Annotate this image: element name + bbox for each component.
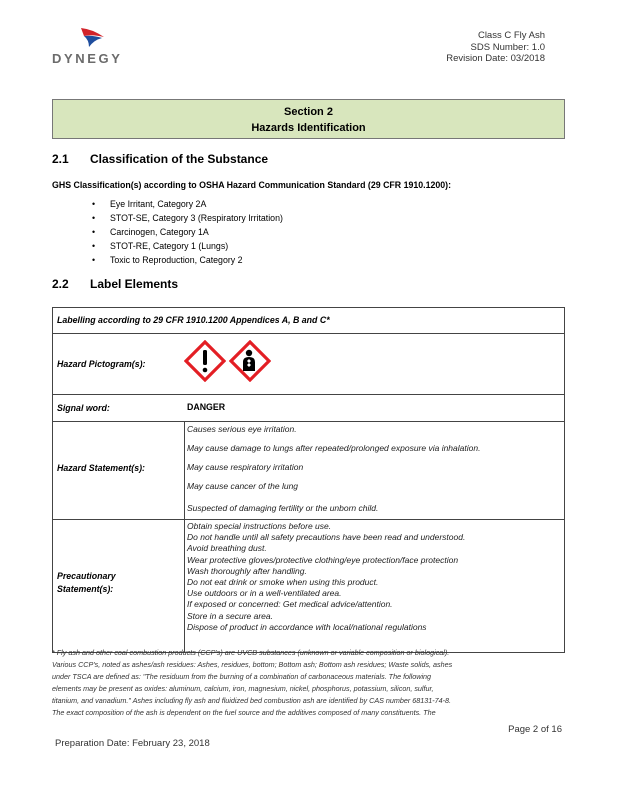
footnote-line: * Fly ash and other coal combustion products (CCP's) are UVCB substances (unknown or variable composition or biological). <box>52 648 450 657</box>
section-title-box <box>52 99 565 139</box>
precautionary-statements-label <box>57 570 116 596</box>
dynegy-logo <box>52 26 132 66</box>
heading-text: Classification of the Substance <box>90 152 269 166</box>
hazard-statement: Causes serious eye irritation. <box>187 424 297 434</box>
heading-text: Label Elements <box>90 277 179 291</box>
exclamation-mark-icon <box>184 340 226 382</box>
list-item: Store in a secure area. <box>187 610 273 621</box>
list-item: • Eye Irritant, Category 2A <box>92 197 283 211</box>
column-divider <box>184 421 185 652</box>
hazard-statement: May cause respiratory irritation <box>187 462 304 472</box>
list-item: • STOT-SE, Category 3 (Respiratory Irritation) <box>92 211 283 225</box>
signal-word-label: Signal word: <box>57 403 110 413</box>
list-item: Wear protective gloves/protective clothing/eye protection/face protection <box>187 554 459 565</box>
health-hazard-icon <box>229 340 271 382</box>
precautionary-statements-list <box>187 521 465 633</box>
ghs-classification-title: GHS Classification(s) according to OSHA Hazard Communication Standard (29 CFR 1910.1200): <box>52 180 452 190</box>
footnote-line: Various CCP's, noted as ashes/ash residues: Ashes, residues, bottom; Bottom ash; Bottom ash residues; Waste solids, ashes <box>52 660 453 669</box>
list-item: Use outdoors or in a well-ventilated area. <box>187 588 342 599</box>
pictogram-label: Hazard Pictogram(s): <box>57 359 146 369</box>
heading-classification <box>52 152 268 166</box>
sds-number: SDS Number: 1.0 <box>470 41 545 53</box>
revision-date: Revision Date: 03/2018 <box>446 53 545 64</box>
hazard-statement: May cause damage to lungs after repeated/prolonged exposure via inhalation. <box>187 443 481 453</box>
footnote-line: elements may be present as oxides: aluminum, calcium, iron, magnesium, nickel, phosphorus, potassium, silicon, sulfur, <box>52 684 434 693</box>
list-item: Do not eat drink or smoke when using this product. <box>187 577 379 588</box>
heading-number: 2.2 <box>52 277 69 291</box>
heading-label-elements <box>52 277 178 291</box>
divider <box>53 519 564 520</box>
label-line: Statement(s): <box>57 584 114 594</box>
hazard-statements-label: Hazard Statement(s): <box>57 463 145 473</box>
footnote-line: titanium, and vanadium." Ashes including fly ash and fluidized bed combustion ash are identified by CAS number 68131-74-8. <box>52 696 452 705</box>
preparation-date: Preparation Date: February 23, 2018 <box>55 738 210 749</box>
list-item: If exposed or concerned: Get medical advice/attention. <box>187 599 393 610</box>
page-number: Page 2 of 16 <box>508 724 562 735</box>
product-name: Class C Fly Ash <box>477 30 545 41</box>
hazard-statement: Suspected of damaging fertility or the unborn child. <box>187 503 379 513</box>
table-header: Labelling according to 29 CFR 1910.1200 Appendices A, B and C* <box>57 315 330 325</box>
section-name: Hazards Identification <box>251 122 366 134</box>
list-item: Avoid breathing dust. <box>187 543 267 554</box>
hazard-statement: May cause cancer of the lung <box>187 481 299 491</box>
logo-wordmark: DYNEGY <box>52 51 123 66</box>
footnote-line: under TSCA are defined as: "The residuum from the burning of a combination of carbonaceous materials. The following <box>52 672 432 681</box>
divider <box>53 421 564 422</box>
divider <box>53 394 564 395</box>
divider <box>53 333 564 334</box>
ghs-classification-list <box>92 197 283 267</box>
label-line: Precautionary <box>57 571 116 581</box>
list-item: Obtain special instructions before use. <box>187 521 332 531</box>
footnote <box>52 647 566 719</box>
footnote-line: The exact composition of the ash is dependent on the fuel source and the additives composed of many constituents. The <box>52 708 436 717</box>
label-elements-table <box>52 307 565 653</box>
list-item: • Toxic to Reproduction, Category 2 <box>92 253 283 267</box>
document-header-info <box>446 30 545 65</box>
list-item: Wash thoroughly after handling. <box>187 565 307 576</box>
list-item: Dispose of product in accordance with local/national regulations <box>187 621 427 632</box>
signal-word-value: DANGER <box>187 402 226 412</box>
heading-number: 2.1 <box>52 152 69 166</box>
dynegy-logo-mark-icon <box>80 26 106 48</box>
section-number: Section 2 <box>284 106 333 118</box>
list-item: Do not handle until all safety precautions have been read and understood. <box>187 532 466 543</box>
list-item: • STOT-RE, Category 1 (Lungs) <box>92 239 283 253</box>
list-item: • Carcinogen, Category 1A <box>92 225 283 239</box>
